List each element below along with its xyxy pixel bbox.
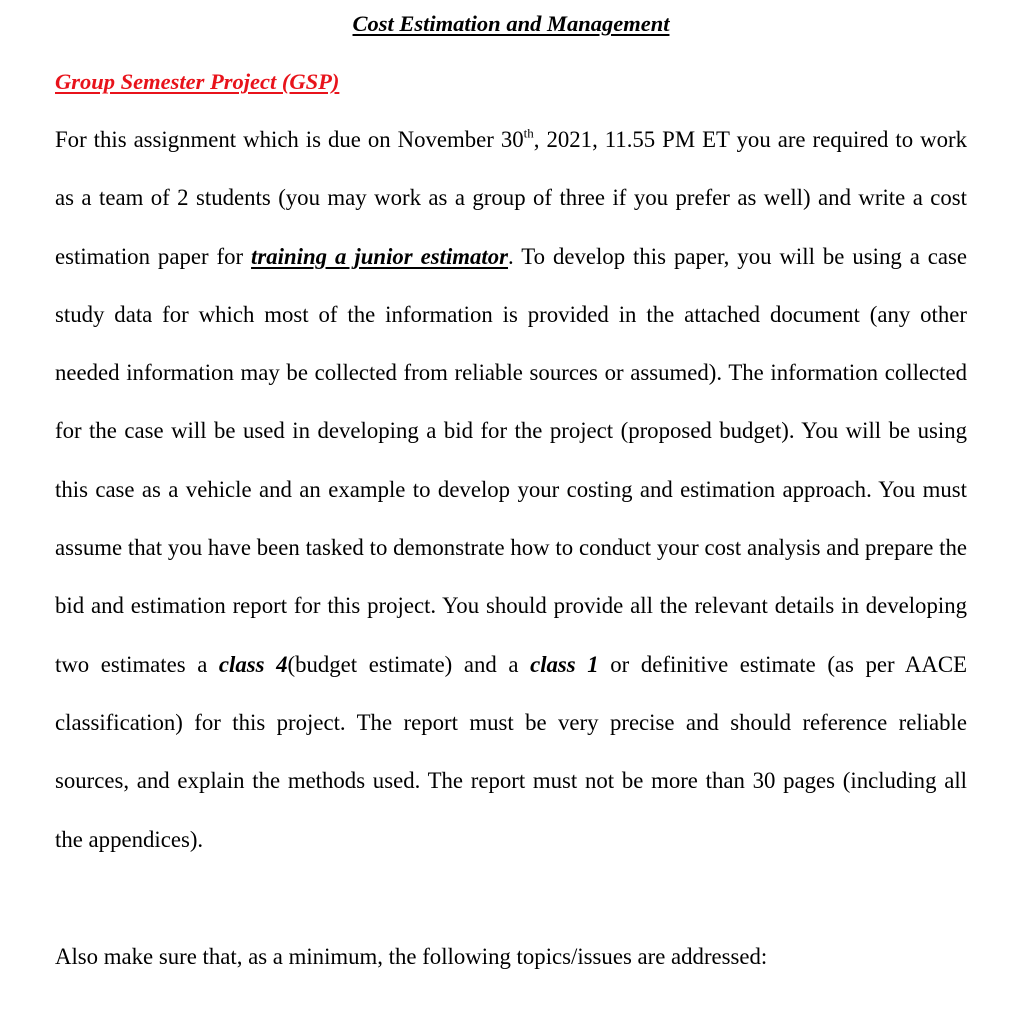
- topics-intro-paragraph: Also make sure that, as a minimum, the following topics/issues are addressed:: [55, 944, 768, 969]
- text-after-training: . To develop this paper, you will be using a case study data for which most of the information is provided in the attached document (any other needed information may be collected from reliable sources or assumed). The information collected for the case will be used in developing a bid for the project (proposed budget). You will be using this case as a vehicle and an example to develop your costing and estimation approach. You must assume that you have been tasked to demonstrate how to conduct your cost analysis and prepare the bid and estimation report for this project. You should provide all the relevant details in developing two estimates a: [55, 243, 967, 677]
- assignment-paragraph: [55, 111, 967, 869]
- text-due-prefix: For this assignment which is due on November 30: [55, 127, 524, 152]
- text-budget-estimate: (budget estimate) and a: [287, 651, 531, 677]
- ordinal-suffix: th: [523, 125, 534, 141]
- section-heading: Group Semester Project (GSP): [55, 69, 340, 94]
- emphasis-training-junior-estimator: training a junior estimator: [251, 243, 509, 269]
- text-due-suffix: , 2021, 11.55 PM ET you are required to work as a team of 2 students (you may work as a group of three if you prefer as well) and write a cost estimation paper for: [55, 127, 967, 269]
- emphasis-class-4: class 4: [218, 651, 288, 677]
- emphasis-class-1: class 1: [530, 651, 599, 677]
- text-final: or definitive estimate (as per AACE classification) for this project. The report must be very precise and should reference reliable sources, and explain the methods used. The report must not be more than 30 pages (including all the appendices).: [55, 651, 967, 852]
- document-title: Cost Estimation and Management: [352, 11, 670, 36]
